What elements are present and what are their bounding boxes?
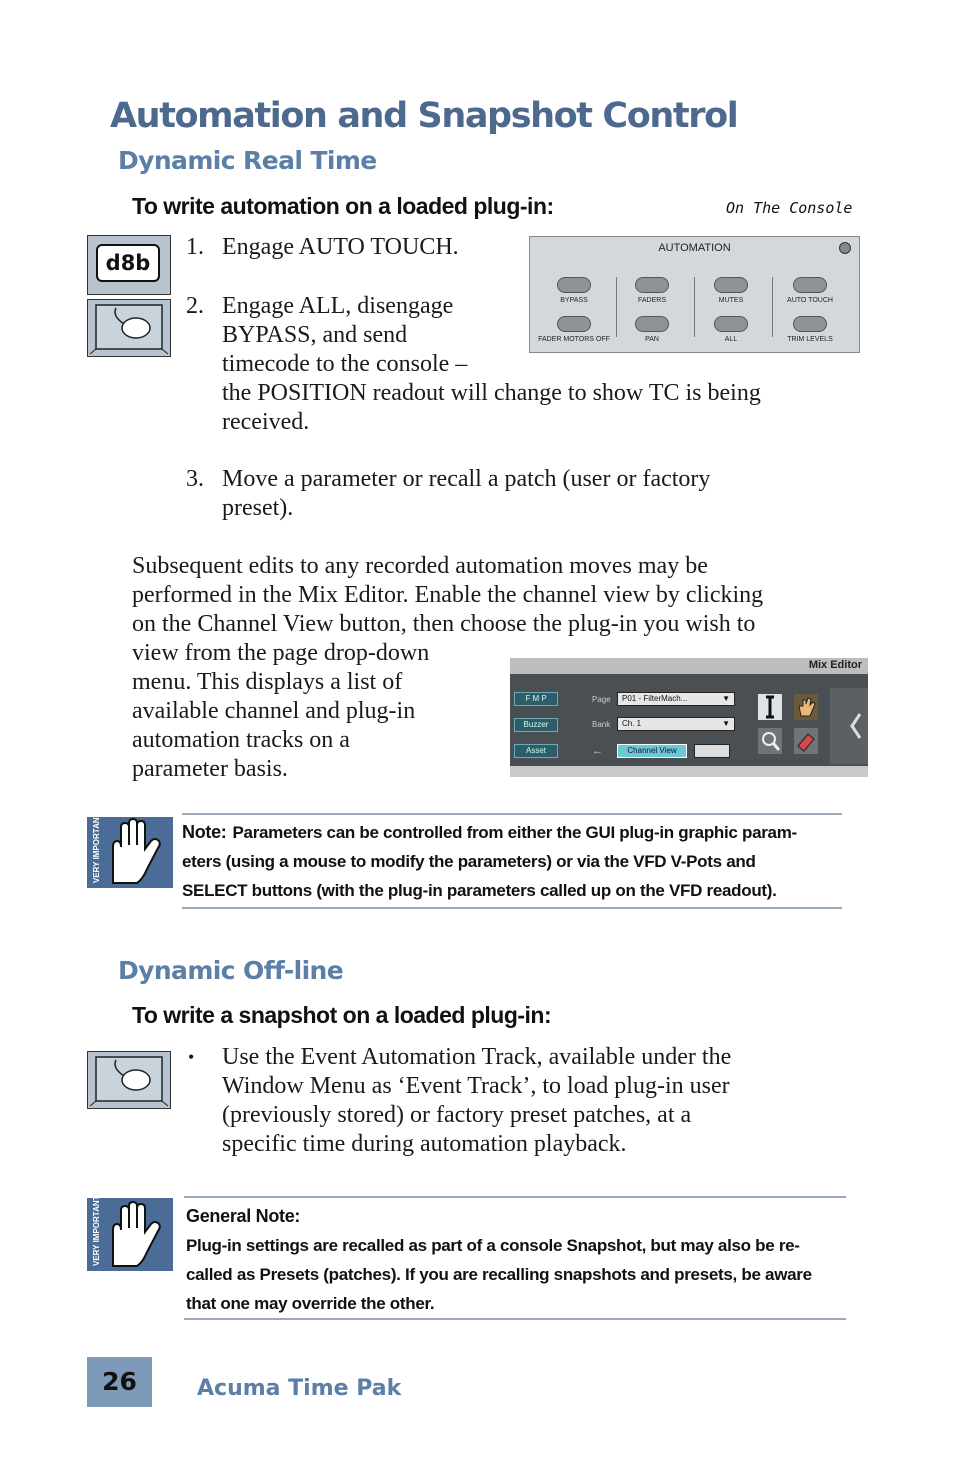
note-top-rule [182,813,842,815]
channel-view-button[interactable]: Channel View [617,744,687,758]
asset-button[interactable]: Asset [514,744,558,758]
arrow-left-icon: ← [592,745,603,757]
button-label: MUTES [718,297,744,304]
hand-tool-icon[interactable] [794,694,818,720]
view-toggle-icon[interactable] [694,744,730,758]
bank-dropdown[interactable] [617,717,735,731]
mix-editor-screenshot [510,658,868,777]
text-line: BYPASS, and send [222,322,408,348]
fader-motors-off-button[interactable] [557,316,591,332]
text-line: menu. This displays a list of [132,669,403,695]
note-bottom-rule [182,907,842,909]
text-line: available channel and plug-in [132,698,416,724]
page-dropdown-value: P01 - FilterMach... [622,694,688,703]
all-button[interactable] [714,316,748,332]
text-line: parameter basis. [132,756,288,782]
console-caption: On The Console [726,199,853,217]
text-line: timecode to the console – [222,351,468,377]
button-label: FADERS [637,297,666,304]
text-line: specific time during automation playback. [222,1131,627,1157]
text-line: performed in the Mix Editor. Enable the channel view by clicking [132,582,764,608]
console-icon [87,235,171,295]
page-title: Automation and Snapshot Control [110,96,738,136]
scroll-panel [830,688,868,764]
track-ruler [510,766,868,777]
pan-button[interactable] [635,316,669,332]
step-number: 2. [186,293,204,319]
d8b-logo: d8b [96,244,160,282]
text-line: view from the page drop-down [132,640,430,666]
mutes-button[interactable] [714,277,748,293]
auto-touch-button[interactable] [793,277,827,293]
text-line: Subsequent edits to any recorded automation moves may be [132,553,708,579]
text-line: Move a parameter or recall a patch (user or factory [222,466,711,492]
button-label: PAN [645,336,659,343]
very-important-hand-icon [87,1198,173,1271]
bank-label: Bank [592,720,611,729]
page-label: Page [592,695,611,704]
text-line: that one may override the other. [186,1294,435,1313]
very-important-badge: VERY IMPORTANT [92,1198,101,1266]
zoom-tool-icon[interactable] [758,728,782,754]
text-line: the POSITION readout will change to show TC is being [222,380,761,406]
text-line: Plug-in settings are recalled as part of a console Snapshot, but may also be re- [186,1236,800,1255]
very-important-badge: VERY IMPORTANT [92,817,101,883]
fmp-button[interactable]: F M P [514,692,558,706]
status-led-icon [839,242,851,254]
buzzer-button[interactable]: Buzzer [514,718,558,732]
note-label: Note: [182,822,227,842]
section-heading-real-time: Dynamic Real Time [118,146,377,175]
step-text: Engage AUTO TOUCH. [222,234,459,260]
automation-title: AUTOMATION [658,242,731,254]
automation-panel [529,236,860,353]
trim-levels-button[interactable] [793,316,827,332]
text-line: Use the Event Automation Track, available under the [222,1044,732,1070]
button-label: BYPASS [560,297,588,304]
very-important-hand-icon [87,817,173,888]
step-number: 3. [186,466,204,492]
chevron-down-icon: ▼ [722,694,730,703]
button-label: FADER MOTORS OFF [538,336,610,343]
note-label: General Note: [186,1206,301,1226]
text-line: received. [222,409,310,435]
subheading-write-automation: To write automation on a loaded plug-in: [132,193,554,219]
text-line: Window Menu as ‘Event Track’, to load plug-in user [222,1073,730,1099]
eraser-tool-icon[interactable] [794,728,818,754]
text-line: Parameters can be controlled from either the GUI plug-in graphic param- [232,823,797,842]
general-note-body [186,1202,812,1318]
text-cursor-tool-icon[interactable] [758,694,782,720]
faders-button[interactable] [635,277,669,293]
text-line: (previously stored) or factory preset patches, at a [222,1102,692,1128]
section-heading-off-line: Dynamic Off-line [118,956,344,985]
text-line: eters (using a mouse to modify the parameters) or via the VFD V-Pots and [182,852,756,871]
text-line: preset). [222,495,294,521]
mouse-icon [87,1051,171,1109]
subheading-write-snapshot: To write a snapshot on a loaded plug-in: [132,1002,552,1028]
note-bottom-rule [184,1318,846,1320]
footer-product-name: Acuma Time Pak [197,1376,402,1401]
page-dropdown[interactable] [617,692,735,706]
mix-editor-title: Mix Editor [808,659,862,671]
chevron-down-icon: ▼ [722,719,730,728]
note-top-rule [184,1196,846,1198]
text-line: on the Channel View button, then choose the plug-in you wish to [132,611,756,637]
mix-editor-titlebar [510,658,868,674]
mouse-icon [87,299,171,357]
bypass-button[interactable] [557,277,591,293]
bullet-text [222,1043,731,1159]
text-line: automation tracks on a [132,727,350,753]
page-number: 26 [87,1357,152,1407]
text-line: Engage ALL, disengage [222,293,454,319]
note-body [182,818,797,905]
bullet-icon: • [188,1047,195,1067]
bank-dropdown-value: Ch. 1 [622,719,642,728]
text-line: called as Presets (patches). If you are recalling snapshots and presets, be aware [186,1265,812,1284]
button-label: TRIM LEVELS [787,336,833,343]
button-label: AUTO TOUCH [787,297,833,304]
step-number: 1. [186,234,204,260]
button-label: ALL [724,336,738,343]
step-text [222,465,710,523]
text-line: SELECT buttons (with the plug-in parameters called up on the VFD readout). [182,881,777,900]
